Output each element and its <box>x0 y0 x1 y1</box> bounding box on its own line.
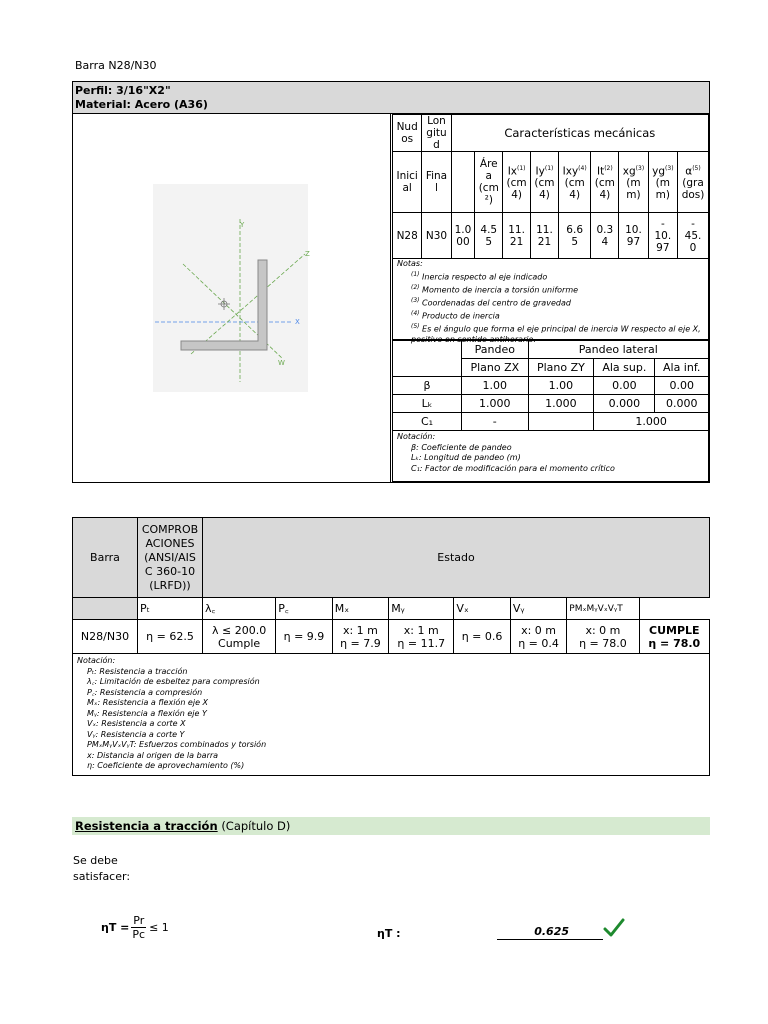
ala-sup-header: Ala sup. <box>594 359 655 377</box>
cell-alpha: - 45. 0 <box>678 213 709 259</box>
cell: 1.000 <box>462 395 529 413</box>
cell-longitud: 1.0 00 <box>451 213 475 259</box>
note-2-text: Momento de inercia a torsión uniforme <box>422 285 579 295</box>
pandeo-header: Pandeo <box>462 341 529 359</box>
bar-title: Barra N28/N30 <box>75 59 157 72</box>
row-label: β <box>393 377 462 395</box>
longitud-empty <box>451 152 475 213</box>
estado-cumple: CUMPLE <box>649 623 700 637</box>
cell-inicial: N28 <box>393 213 422 259</box>
yg-symbol: yg <box>652 165 666 178</box>
cell-yg: - 10. 97 <box>648 213 677 259</box>
note-2: $^{(2)}$ Momento de inercia a torsión uniforme <box>411 283 579 295</box>
note-4-text: Producto de inercia <box>422 311 500 321</box>
cell-vy: x: 0 m η = 0.4 <box>510 620 566 654</box>
x-axis-label: X <box>295 318 300 326</box>
it-header: It$^{(2)}$ (cm 4) <box>591 152 619 213</box>
ix-unit: (cm 4) <box>506 177 527 202</box>
col-pt: Pₜ <box>138 598 203 620</box>
cell-vx: η = 0.6 <box>454 620 510 654</box>
iy-symbol: Iy <box>535 165 545 178</box>
mech-notes <box>392 256 709 345</box>
cell: 0.00 <box>655 377 709 395</box>
section-drawing <box>73 114 391 482</box>
checks-notes-text <box>77 656 266 772</box>
notation-line: β: Coeficiente de pandeo <box>411 442 512 452</box>
xg-header: $xg^{(3)}$ (m m) <box>619 152 648 213</box>
ala-inf-header: Ala inf. <box>655 359 709 377</box>
cell-area: 4.5 5 <box>475 213 503 259</box>
it-symbol: It <box>597 165 605 178</box>
formula-lhs: ηT = <box>101 921 130 934</box>
yg-header: $yg^{(3)}$ (m m) <box>648 152 677 213</box>
xg-unit: (m m) <box>626 177 641 202</box>
profile-panel <box>72 81 710 483</box>
table-row <box>393 213 709 259</box>
table-row <box>73 620 710 654</box>
notation-line: P꜀: Resistencia a compresión <box>87 687 203 697</box>
notation-line: Vᵧ: Resistencia a corte Y <box>87 729 185 739</box>
checkmark-icon <box>603 917 625 943</box>
iy-unit: (cm 4) <box>534 177 555 202</box>
final-header: Fina l <box>422 152 451 213</box>
formula-numerator: Pr <box>133 914 145 927</box>
properties-column <box>392 114 709 482</box>
traction-chapter: (Capítulo D) <box>221 819 291 833</box>
traction-title-link[interactable]: Resistencia a tracción <box>75 819 218 833</box>
table-row <box>393 377 709 395</box>
ixy-symbol: Ixy <box>562 165 579 178</box>
cell-ixy: 6.6 5 <box>558 213 591 259</box>
notation-title: Notación: <box>77 656 116 665</box>
alpha-symbol: α <box>685 165 693 178</box>
notation-title: Notación: <box>397 432 436 441</box>
notation-line: Lₖ: Longitud de pandeo (m) <box>411 453 521 462</box>
cell-final: N30 <box>422 213 451 259</box>
col-lambda: λ꜀ <box>203 598 276 620</box>
angle-profile-diagram <box>73 114 389 480</box>
checks-table <box>72 517 710 654</box>
caracteristicas-header: Características mecánicas <box>451 115 708 152</box>
note-5-text: Es el ángulo que forma el eje principal de inercia W respecto al eje X, positivo en sentido antihorario. <box>411 324 701 345</box>
buckling-notes <box>392 430 709 482</box>
notation-line: η: Coeficiente de aprovechamiento (%) <box>87 761 245 770</box>
comprobaciones-header: COMPROB ACIONES (ANSI/AIS C 360-10 (LRFD)) <box>138 518 203 598</box>
blank-cell <box>73 598 138 620</box>
notation-line: x: Distancia al origen de la barra <box>87 750 219 760</box>
buckling-notes-text <box>397 432 615 474</box>
material-line: Material: Acero (A36) <box>75 98 208 111</box>
traction-formula <box>100 914 170 941</box>
row-label: Lₖ <box>393 395 462 413</box>
cell-it: 0.3 4 <box>591 213 619 259</box>
note-1-text: Inercia respecto al eje indicado <box>422 272 548 282</box>
xg-symbol: xg <box>622 165 636 178</box>
estado-eta: η = 78.0 <box>648 636 701 650</box>
buckling-section <box>392 340 709 482</box>
profile-line: Perfil: 3/16"X2" <box>75 84 171 97</box>
notation-line: Pₜ: Resistencia a tracción <box>87 666 188 676</box>
ixy-header: Ixy$^{(4)}$ (cm 4) <box>558 152 591 213</box>
note-1: $^{(1)}$ Inercia respecto al eje indicado <box>411 270 548 282</box>
cell-pc: η = 9.9 <box>276 620 332 654</box>
barra-header: Barra <box>73 518 138 598</box>
cell-lambda: λ ≤ 200.0 Cumple <box>203 620 276 654</box>
table-row <box>393 395 709 413</box>
inicial-header: Inici al <box>393 152 422 213</box>
mech-notes-text <box>397 259 705 346</box>
col-pc: P꜀ <box>276 598 332 620</box>
ix-symbol: Ix <box>507 165 518 178</box>
eta-value: 0.625 <box>497 923 603 940</box>
traction-section-header <box>72 817 710 835</box>
z-axis-label: Z <box>305 250 310 258</box>
cell: 1.00 <box>462 377 529 395</box>
notation-line: C₁: Factor de modificación para el momento crítico <box>411 463 615 473</box>
area-header: Áre a (cm ²) <box>475 152 503 213</box>
cell: 0.000 <box>655 395 709 413</box>
col-vx: Vₓ <box>454 598 510 620</box>
table-row <box>393 413 709 431</box>
yg-unit: (m m) <box>655 177 670 202</box>
ix-header: Ix$^{(1)}$ (cm 4) <box>503 152 531 213</box>
plano-zx-header: Plano ZX <box>462 359 529 377</box>
cell-ix: 11. 21 <box>503 213 531 259</box>
col-pm: PMₓMᵧVₓVᵧT <box>567 598 639 620</box>
cell <box>528 413 594 431</box>
cell: 1.00 <box>528 377 594 395</box>
row-label: C₁ <box>393 413 462 431</box>
notation-line: λ꜀: Limitación de esbeltez para compresión <box>87 677 260 686</box>
cell: 0.000 <box>594 395 655 413</box>
mechanical-properties <box>392 114 709 262</box>
notation-line: Vₓ: Resistencia a corte X <box>87 719 186 728</box>
cell-pt: η = 62.5 <box>138 620 203 654</box>
cell: 1.000 <box>528 395 594 413</box>
note-3-text: Coordenadas del centro de gravedad <box>422 298 571 308</box>
formula-rhs: ≤ 1 <box>149 921 169 934</box>
formula-layout <box>100 914 170 941</box>
notation-line: PMₓMᵧVₓVᵧT: Esfuerzos combinados y torsión <box>87 740 267 749</box>
cell: - <box>462 413 529 431</box>
cell-xg: 10. 97 <box>619 213 648 259</box>
formula-denominator: Pc <box>132 928 146 941</box>
profile-header <box>73 82 709 114</box>
cell-mx: x: 1 m η = 7.9 <box>332 620 388 654</box>
eta-label: ηT : <box>377 927 401 940</box>
note-3: $^{(3)}$ Coordenadas del centro de gravedad <box>411 296 571 308</box>
col-mx: Mₓ <box>332 598 388 620</box>
ixy-unit: (cm 4) <box>564 177 585 202</box>
blank-header <box>393 341 462 377</box>
alpha-header: $\alpha^{(5)}$ (gra dos) <box>678 152 709 213</box>
checks-section <box>72 517 710 776</box>
notes-title: Notas: <box>397 259 423 268</box>
w-axis-label: W <box>278 359 285 367</box>
iy-header: Iy$^{(1)}$ (cm 4) <box>531 152 559 213</box>
cell: 1.000 <box>594 413 709 431</box>
cell: 0.00 <box>594 377 655 395</box>
notation-line: Mᵧ: Resistencia a flexión eje Y <box>87 708 207 718</box>
nudos-header: Nud os <box>393 115 422 152</box>
notation-line: Mₓ: Resistencia a flexión eje X <box>87 698 209 707</box>
note-5: $^{(5)}$ Es el ángulo que forma el eje principal de inercia W respecto al eje X, positivo en sentido antihorario. <box>411 323 701 345</box>
cell-barra: N28/N30 <box>73 620 138 654</box>
col-my: Mᵧ <box>389 598 454 620</box>
cell-pm: x: 0 m η = 78.0 <box>567 620 639 654</box>
mechanical-table <box>392 114 709 259</box>
pandeo-lateral-header: Pandeo lateral <box>528 341 708 359</box>
checks-notes <box>72 654 710 776</box>
note-4: $^{(4)}$ Producto de inercia <box>411 309 500 321</box>
cell-estado <box>639 620 709 654</box>
it-unit: (cm 4) <box>594 177 615 202</box>
cell-my: x: 1 m η = 11.7 <box>389 620 454 654</box>
alpha-unit: (gra dos) <box>681 177 705 202</box>
estado-header: Estado <box>203 518 710 598</box>
y-axis-label: Y <box>240 221 245 229</box>
cell-iy: 11. 21 <box>531 213 559 259</box>
longitud-header: Lon gitu d <box>422 115 451 152</box>
buckling-table <box>392 340 709 431</box>
col-vy: Vᵧ <box>510 598 566 620</box>
plano-zy-header: Plano ZY <box>528 359 594 377</box>
requirement-text: Se debe satisfacer: <box>73 854 131 883</box>
